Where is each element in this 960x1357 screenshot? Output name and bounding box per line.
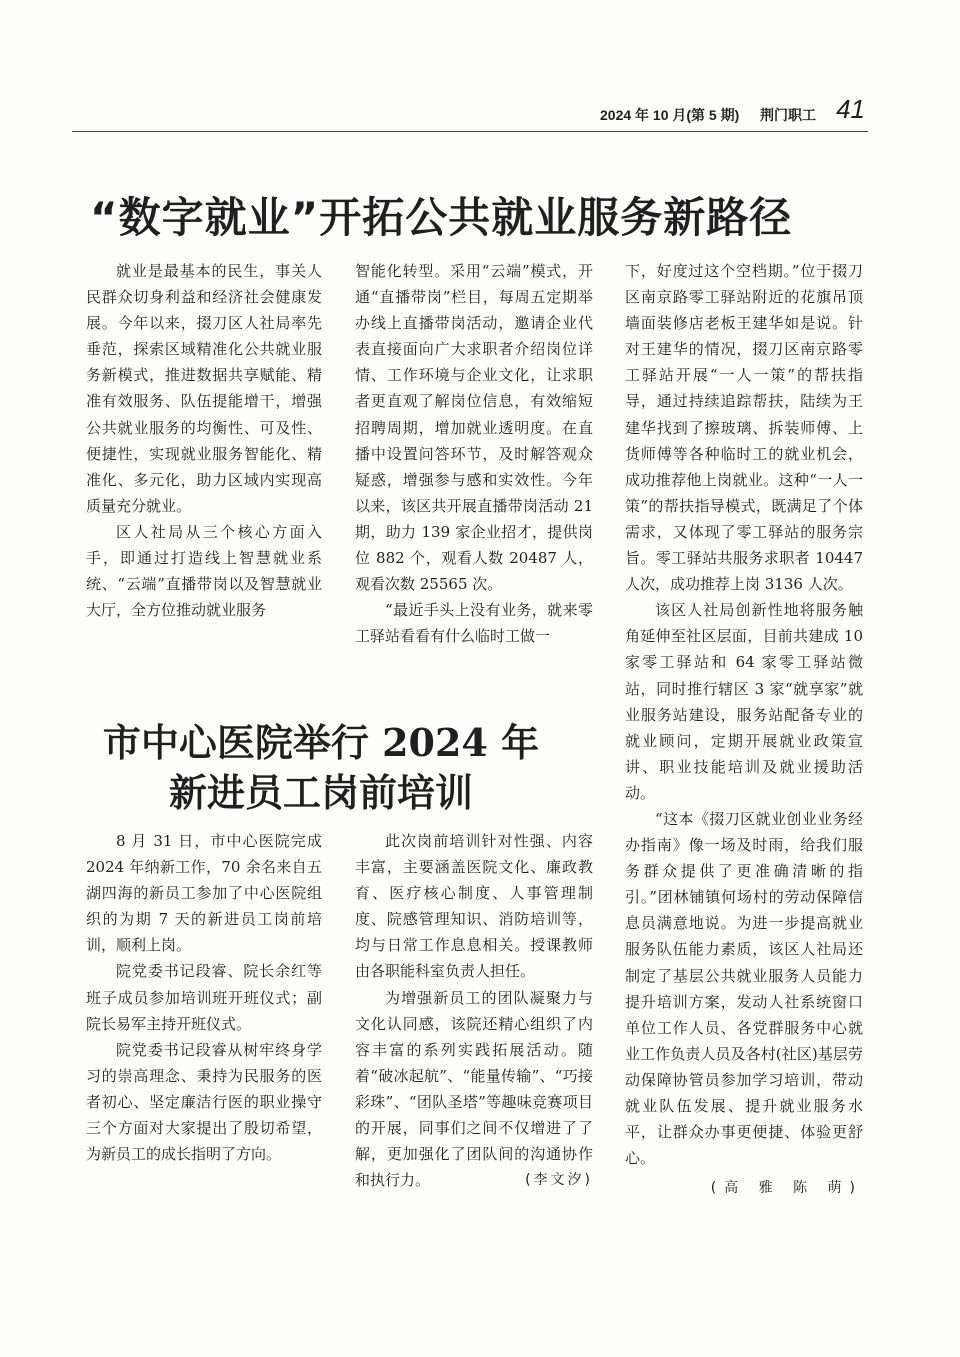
paragraph: 下，好度过这个空档期。”位于掇刀区南京路零工驿站附近的花旗吊顶墙面装修店老板王建华如是说。针对王建华的情况，掇刀区南京路零工驿站开展“一人一策”的帮扶指导，通过持续追踪帮扶，陆续为王建华找到了擦玻璃、拆装师傅、上货师傅等各种临时工的就业机会，成功推荐他上岗就业。这种“一人一策”的帮扶指导模式，既满足了个体需求，又体现了零工驿站的服务宗旨。零工驿站共服务求职者 10447 人次，成功推荐上岗 3136 人次。: [625, 262, 863, 594]
article2-title: [86, 718, 556, 818]
paragraph: “这本《掇刀区就业创业业务经办指南》像一场及时雨，给我们服务群众提供了更准确清晰的指引。”团林铺镇何场村的劳动保障信息员满意地说。为进一步提高就业服务队伍能力素质，该区人社局还制定了基层公共就业服务人员能力提升培训方案，发动人社系统窗口单位工作人员、各党群服务中心就业工作负责人员及各村(社区)基层劳动保障协管员参加学习培训，带动就业队伍发展、提升就业服务水平，让群众办事更便捷、体验更舒心。: [625, 809, 863, 1168]
paragraph: “最近手头上没有业务，就来零工驿站看看有什么临时工做一: [355, 601, 593, 646]
article2-title-line1: 市中心医院举行 2024 年: [102, 720, 540, 765]
paragraph: 此次岗前培训针对性强、内容丰富，主要涵盖医院文化、廉政教育、医疗核心制度、人事管理制度、院感管理知识、消防培训等，均与日常工作息息相关。授课教师由各职能科室负责人担任。: [355, 832, 593, 981]
paragraph: 该区人社局创新性地将服务触角延伸至社区层面，目前共建成 10 家零工驿站和 64 家零工驿站微站，同时推行辖区 3 家“就享家”就业服务站建设，服务站配备专业的就业顾问，定期开展就业政策宣讲、职业技能培训及就业援助活动。: [625, 601, 863, 802]
article2-title-line2: 新进员工岗前培训: [168, 770, 473, 815]
page-header: [600, 96, 865, 126]
page-number: 41: [836, 94, 865, 124]
article1-column-3: [625, 258, 863, 1201]
article1-column-2: [355, 258, 593, 649]
article2-column-2: [355, 828, 593, 1193]
article1-title: “数字就业”开拓公共就业服务新路径: [90, 193, 793, 242]
article2-author: (李文汐): [525, 1172, 593, 1189]
article2-column-1: [86, 828, 322, 1167]
magazine-name: 荆门职工: [760, 107, 816, 123]
paragraph: 院党委书记段睿从树牢终身学习的崇高理念、秉持为民服务的医者初心、坚定廉洁行医的职业操守三个方面对大家提出了殷切希望，为新员工的成长指明了方向。: [86, 1040, 322, 1164]
paragraph: 8 月 31 日，市中心医院完成 2024 年纳新工作，70 余名来自五湖四海的新员工参加了中心医院组织的为期 7 天的新进员工岗前培训，顺利上岗。: [86, 832, 322, 955]
paragraph: 就业是最基本的民生，事关人民群众切身利益和经济社会健康发展。今年以来，掇刀区人社局率先垂范，探索区域精准化公共就业服务新模式，推进数据共享赋能、精准有效服务、队伍提能增干，增强公共就业服务的均衡性、可及性、便捷性，实现就业服务智能化、精准化、多元化，助力区域内实现高质量充分就业。: [86, 262, 322, 515]
header-rule: [72, 131, 868, 132]
paragraph: 为增强新员工的团队凝聚力与文化认同感，该院还精心组织了内容丰富的系列实践拓展活动。随着“破冰起航”、“能量传输”、“巧接彩珠”、“团队圣塔”等趣味竞赛项目的开展，同事们之间不仅增进了了解，更加强化了团队间的沟通协作和执行力。: [355, 988, 593, 1190]
article1-column-1: [86, 258, 322, 623]
article1-author: (高 雅 陈 萌): [710, 1180, 863, 1197]
issue-date: 2024 年 10 月(第 5 期): [600, 107, 740, 123]
paragraph: 智能化转型。采用“云端”模式，开通“直播带岗”栏目，每周五定期举办线上直播带岗活动，邀请企业代表直接面向广大求职者介绍岗位详情、工作环境与企业文化，让求职者更直观了解岗位信息，有效缩短招聘周期，增加就业透明度。在直播中设置问答环节，及时解答观众疑惑，增强参与感和实效性。今年以来，该区共开展直播带岗活动 21 期，助力 139 家企业招才，提供岗位 882 个，观看人数 20487 人，观看次数 25565 次。: [355, 262, 593, 594]
paragraph: 区人社局从三个核心方面入手，即通过打造线上智慧就业系统、“云端”直播带岗以及智慧就业大厅，全方位推动就业服务: [86, 522, 322, 620]
paragraph: 院党委书记段睿、院长余红等班子成员参加培训班开班仪式；副院长易军主持开班仪式。: [86, 962, 322, 1033]
